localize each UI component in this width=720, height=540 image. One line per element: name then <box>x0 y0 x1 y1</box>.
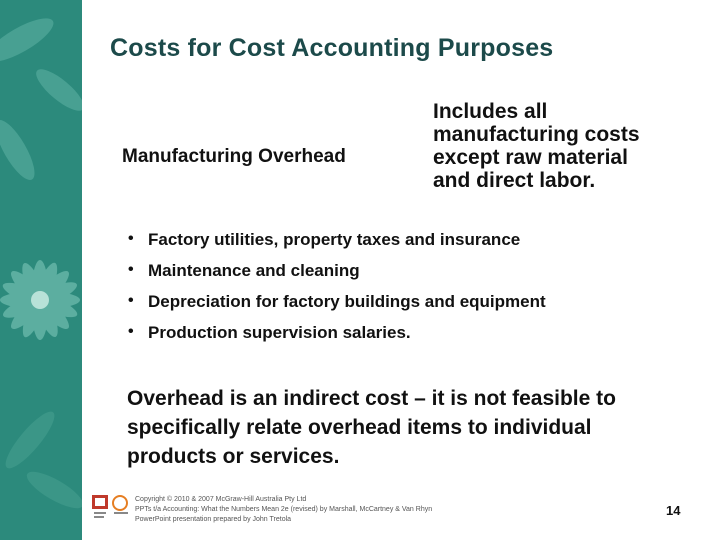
definition-line: and direct labor. <box>433 169 596 192</box>
bullet-text: Maintenance and cleaning <box>148 261 360 280</box>
note-line: Overhead is an indirect cost – it is not feasible to <box>127 387 616 410</box>
bullet-list <box>128 230 546 354</box>
decorative-flower-sidebar <box>0 0 82 540</box>
bullet-text: Depreciation for factory buildings and equipment <box>148 292 546 311</box>
definition-line: Includes all <box>433 100 548 123</box>
overhead-note <box>127 384 707 471</box>
bullet-icon: • <box>128 323 134 340</box>
bullet-text: Factory utilities, property taxes and insurance <box>148 230 521 249</box>
publisher-logo <box>92 493 132 528</box>
definition-line: manufacturing costs <box>433 123 640 146</box>
bullet-text: Production supervision salaries. <box>148 323 411 342</box>
slide-title: Costs for Cost Accounting Purposes <box>110 34 554 62</box>
note-line: specifically relate overhead items to individual <box>127 416 592 439</box>
bullet-item <box>128 230 546 261</box>
bullet-icon: • <box>128 261 134 278</box>
bullet-item <box>128 261 546 292</box>
bullet-icon: • <box>128 230 134 247</box>
bullet-item <box>128 292 546 323</box>
copyright-line: PPTs t/a Accounting: What the Numbers Mean 2e (revised) by Marshall, McCartney & Van Rhyn <box>135 506 433 513</box>
term-label: Manufacturing Overhead <box>122 146 346 167</box>
term-definition <box>433 100 693 192</box>
bullet-item <box>128 323 546 354</box>
book-logo-icon <box>113 496 127 510</box>
copyright-line: PowerPoint presentation prepared by John Tretola <box>135 516 292 523</box>
note-line: products or services. <box>127 445 340 468</box>
page-number: 14 <box>666 503 681 518</box>
bullet-icon: • <box>128 292 134 309</box>
copyright-line: Copyright © 2010 & 2007 McGraw-Hill Australia Pty Ltd <box>135 496 307 503</box>
copyright-notice <box>135 495 432 525</box>
flower-pattern-icon <box>0 0 82 540</box>
definition-line: except raw material <box>433 146 628 169</box>
